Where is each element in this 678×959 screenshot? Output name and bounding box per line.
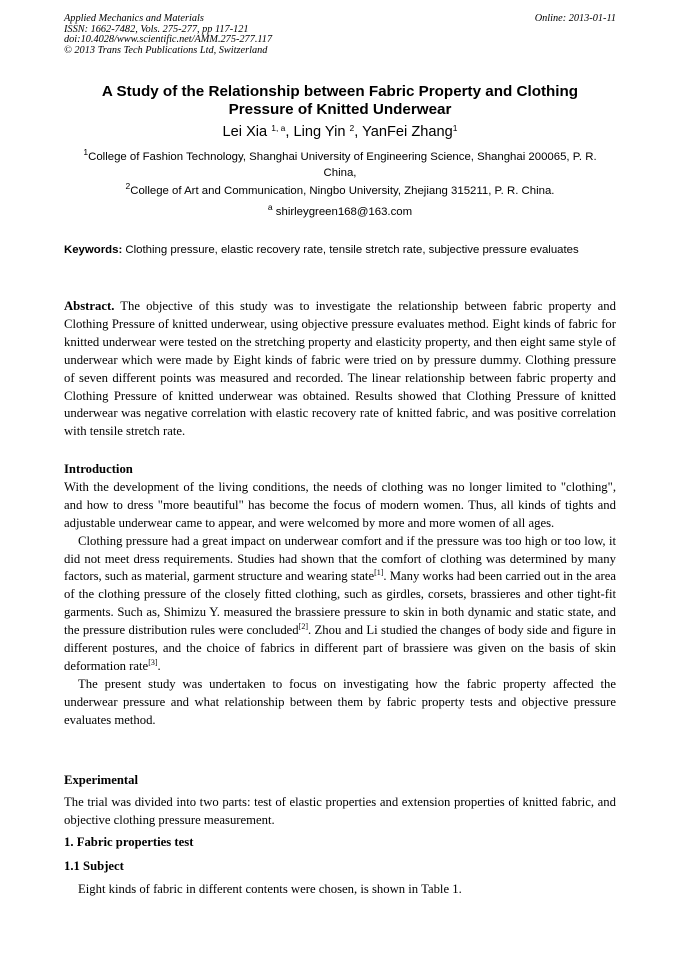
author-separator: , [285,124,294,140]
keywords-label: Keywords: [64,244,123,256]
author-name: Lei Xia [222,124,268,140]
author-superscript: 1 [452,123,458,133]
author-superscript: 1, a [271,123,286,133]
copyright-line: © 2013 Trans Tech Publications Ltd, Switzerland [64,44,268,56]
author-name: Ling Yin [293,124,346,140]
subsection-heading: 1. Fabric properties test [64,834,194,849]
paragraph-text: . [157,658,161,673]
abstract-label: Abstract. [64,299,115,313]
title-line-1: A Study of the Relationship between Fabric Property and Clothing [101,83,579,100]
title-line-2: Pressure of Knitted Underwear [228,100,452,118]
corresponding-email [64,202,616,220]
affiliation-2 [64,183,616,199]
email-marker: a [267,202,273,212]
paragraph-text: Clothing pressure had a great impact on underwear comfort and if the pressure was too high or too low, it did not meet dress requirements. Studies had shown that the comfort of clothing was determined by many factors, such as material, garment structure and wearing state [64,533,616,584]
issn-line: ISSN: 1662-7482, Vols. 275-277, pp 117-121 [64,23,249,35]
introduction-paragraph-2 [64,533,616,676]
experimental-section [64,772,616,898]
affiliation-marker: 2 [125,181,131,191]
journal-header [64,14,616,56]
paper-title [64,83,616,118]
keywords [64,242,616,259]
introduction-heading: Introduction [64,462,133,476]
paragraph-text: . Many works had been carried out in the area of the clothing pressure of the closely fitted clothing, such as girdles, corsets, brassieres and other tight-fit garments. Such as, Shimizu Y. measured the brassiere pressure to skin in both dynamic and static state, and the pressure distribution rules were concluded [64,569,617,638]
paragraph-text: . Zhou and Li studied the changes of body side and figure in different postures, and the choice of fabrics in different part of brassiere was given on the basis of skin deformation rate [64,623,616,673]
experimental-paragraph-2: Eight kinds of fabric in different contents were chosen, is shown in Table 1. [78,881,462,896]
author-separator: , [354,124,363,140]
subsubsection-heading: 1.1 Subject [64,858,124,873]
keywords-text: Clothing pressure, elastic recovery rate, tensile stretch rate, subjective pressure evaluates [122,244,579,256]
abstract-text: The objective of this study was to investigate the relationship between fabric property and Clothing Pressure of knitted underwear, using objective pressure evaluates method. Eight kinds of fabric for knitted underwear were tested on the stretching property and elasticity property, and then eight same style of underwear which were made by Eight kinds of fabric were tried on by pressure dummy. Clothing pressure of seven different points was measured and recorded. The linear relationship between fabric property and Clothing Pressure of knitted underwear was obtained. Results showed that Clothing Pressure of knitted underwear was negative correlation with elastic recovery rate of knitted fabric, and was positive correlation with tensile stretch rate. [64,299,616,439]
online-date: Online: 2013-01-11 [534,13,616,24]
introduction-paragraph-1: With the development of the living conditions, the needs of clothing was no longer limited to "clothing", and how to dress "more beautiful" has become the focus of modern women. Thus, all kinds of tights and adjustable underwear came to appear, and were welcomed by more and more women of all ages. [64,479,616,530]
author-list [64,124,616,141]
affiliation-marker: 1 [83,147,89,157]
journal-name: Applied Mechanics and Materials [64,13,204,24]
introduction-paragraph-3: The present study was undertaken to focus on investigating how the fabric property affected the underwear pressure and what relationship between them by fabric property tests and objective pressure evaluates method. [64,676,616,727]
citation-ref: [3] [148,657,158,667]
citation-ref: [2] [298,622,308,632]
citation-ref: [1] [374,568,384,578]
experimental-paragraph-1: The trial was divided into two parts: test of elastic properties and extension properties of knitted fabric, and objective clothing pressure measurement. [64,794,616,827]
author-superscript: 2 [349,123,355,133]
introduction-section [64,461,616,730]
email-text: shirleygreen168@163.com [272,206,413,218]
doi-line: doi:10.4028/www.scientific.net/AMM.275-277.117 [64,34,273,46]
affiliation-1 [64,149,616,181]
affiliation-text: College of Art and Communication, Ningbo University, Zhejiang 315211, P. R. China. [130,185,555,197]
abstract [64,298,616,441]
author-name: YanFei Zhang [362,124,453,140]
affiliation-text: College of Fashion Technology, Shanghai University of Engineering Science, Shanghai 200065, P. R. China, [88,151,597,179]
experimental-heading: Experimental [64,773,139,787]
